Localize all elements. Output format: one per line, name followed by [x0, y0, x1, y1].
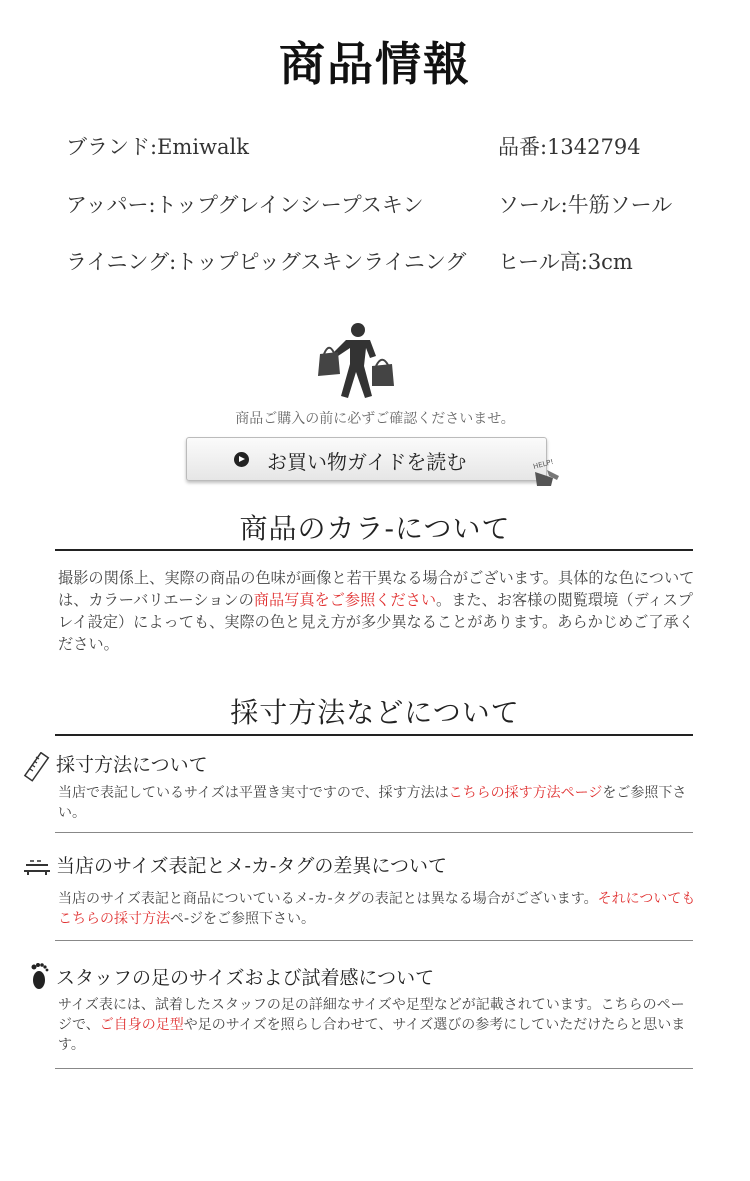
spec-sole: ソール:牛筋ソール	[498, 193, 673, 217]
play-icon	[234, 452, 249, 467]
staff-fit-title: スタッフの足のサイズおよび試着感について	[56, 967, 435, 989]
spec-lining: ライニング:トップピッグスキンライニング	[66, 250, 467, 274]
color-section-text: 撮影の関係上、実際の商品の色味が画像と若干異なる場合がございます。具体的な色については、カラーバリエーションの商品写真をご参照ください。また、お客様の閲覧環境（ディスプレイ設定）によっても、実際の色と見え方が多少異なることがあります。あらかじめご了承ください。	[58, 569, 695, 653]
foot-shape-link[interactable]: ご自身の足型	[99, 1017, 184, 1033]
measure-section-heading: 採寸方法などについて	[230, 696, 520, 729]
divider	[55, 832, 693, 833]
shopping-guide-label: お買い物ガイドを読む	[267, 450, 467, 474]
spec-brand: ブランド:Emiwalk	[66, 135, 249, 159]
shopping-guide-button[interactable]	[186, 437, 547, 481]
help-hand-icon	[527, 456, 565, 492]
help-text: HELP!	[532, 457, 555, 471]
divider	[55, 549, 693, 551]
spec-item-number: 品番:1342794	[498, 135, 641, 159]
measure-method-title: 採寸方法について	[56, 754, 208, 776]
divider	[55, 734, 693, 736]
purchase-notice: 商品ご購入の前に必ずご確認くださいませ。	[235, 411, 515, 427]
ruler-icon	[22, 752, 52, 782]
size-difference-title: 当店のサイズ表記とメ-カ-タグの差異について	[56, 855, 447, 877]
divider	[55, 940, 693, 941]
page-title: 商品情報	[279, 37, 471, 91]
size-difference-link[interactable]: それについてもこちらの採寸方法	[58, 891, 696, 927]
color-section-heading: 商品のカラ-について	[239, 512, 511, 545]
size-difference-text: 当店のサイズ表記と商品についているメ-カ-タグの表記とは異なる場合がございます。それについてもこちらの採寸方法ペ-ジをご参照下さい。	[58, 891, 696, 927]
color-photo-link[interactable]: 商品写真をご参照ください	[253, 591, 437, 609]
shopper-icon	[310, 322, 404, 400]
footprint-icon	[24, 960, 54, 990]
divider	[55, 1068, 693, 1069]
scale-icon	[22, 851, 52, 881]
measure-method-link[interactable]: こちらの採す方法ページ	[448, 785, 603, 801]
staff-fit-text: サイズ表には、試着したスタッフの足の詳細なサイズや足型などが記載されています。こちらのページで、ご自身の足型や足のサイズを照らし合わせて、サイズ選びの参考にしていただけたらと思います。	[58, 997, 686, 1053]
spec-upper: アッパー:トップグレインシープスキン	[66, 193, 424, 217]
spec-heel-height: ヒール高:3cm	[498, 250, 633, 274]
measure-method-text: 当店で表記しているサイズは平置き実寸ですので、採す方法はこちらの採す方法ページをご参照下さい。	[58, 785, 687, 821]
